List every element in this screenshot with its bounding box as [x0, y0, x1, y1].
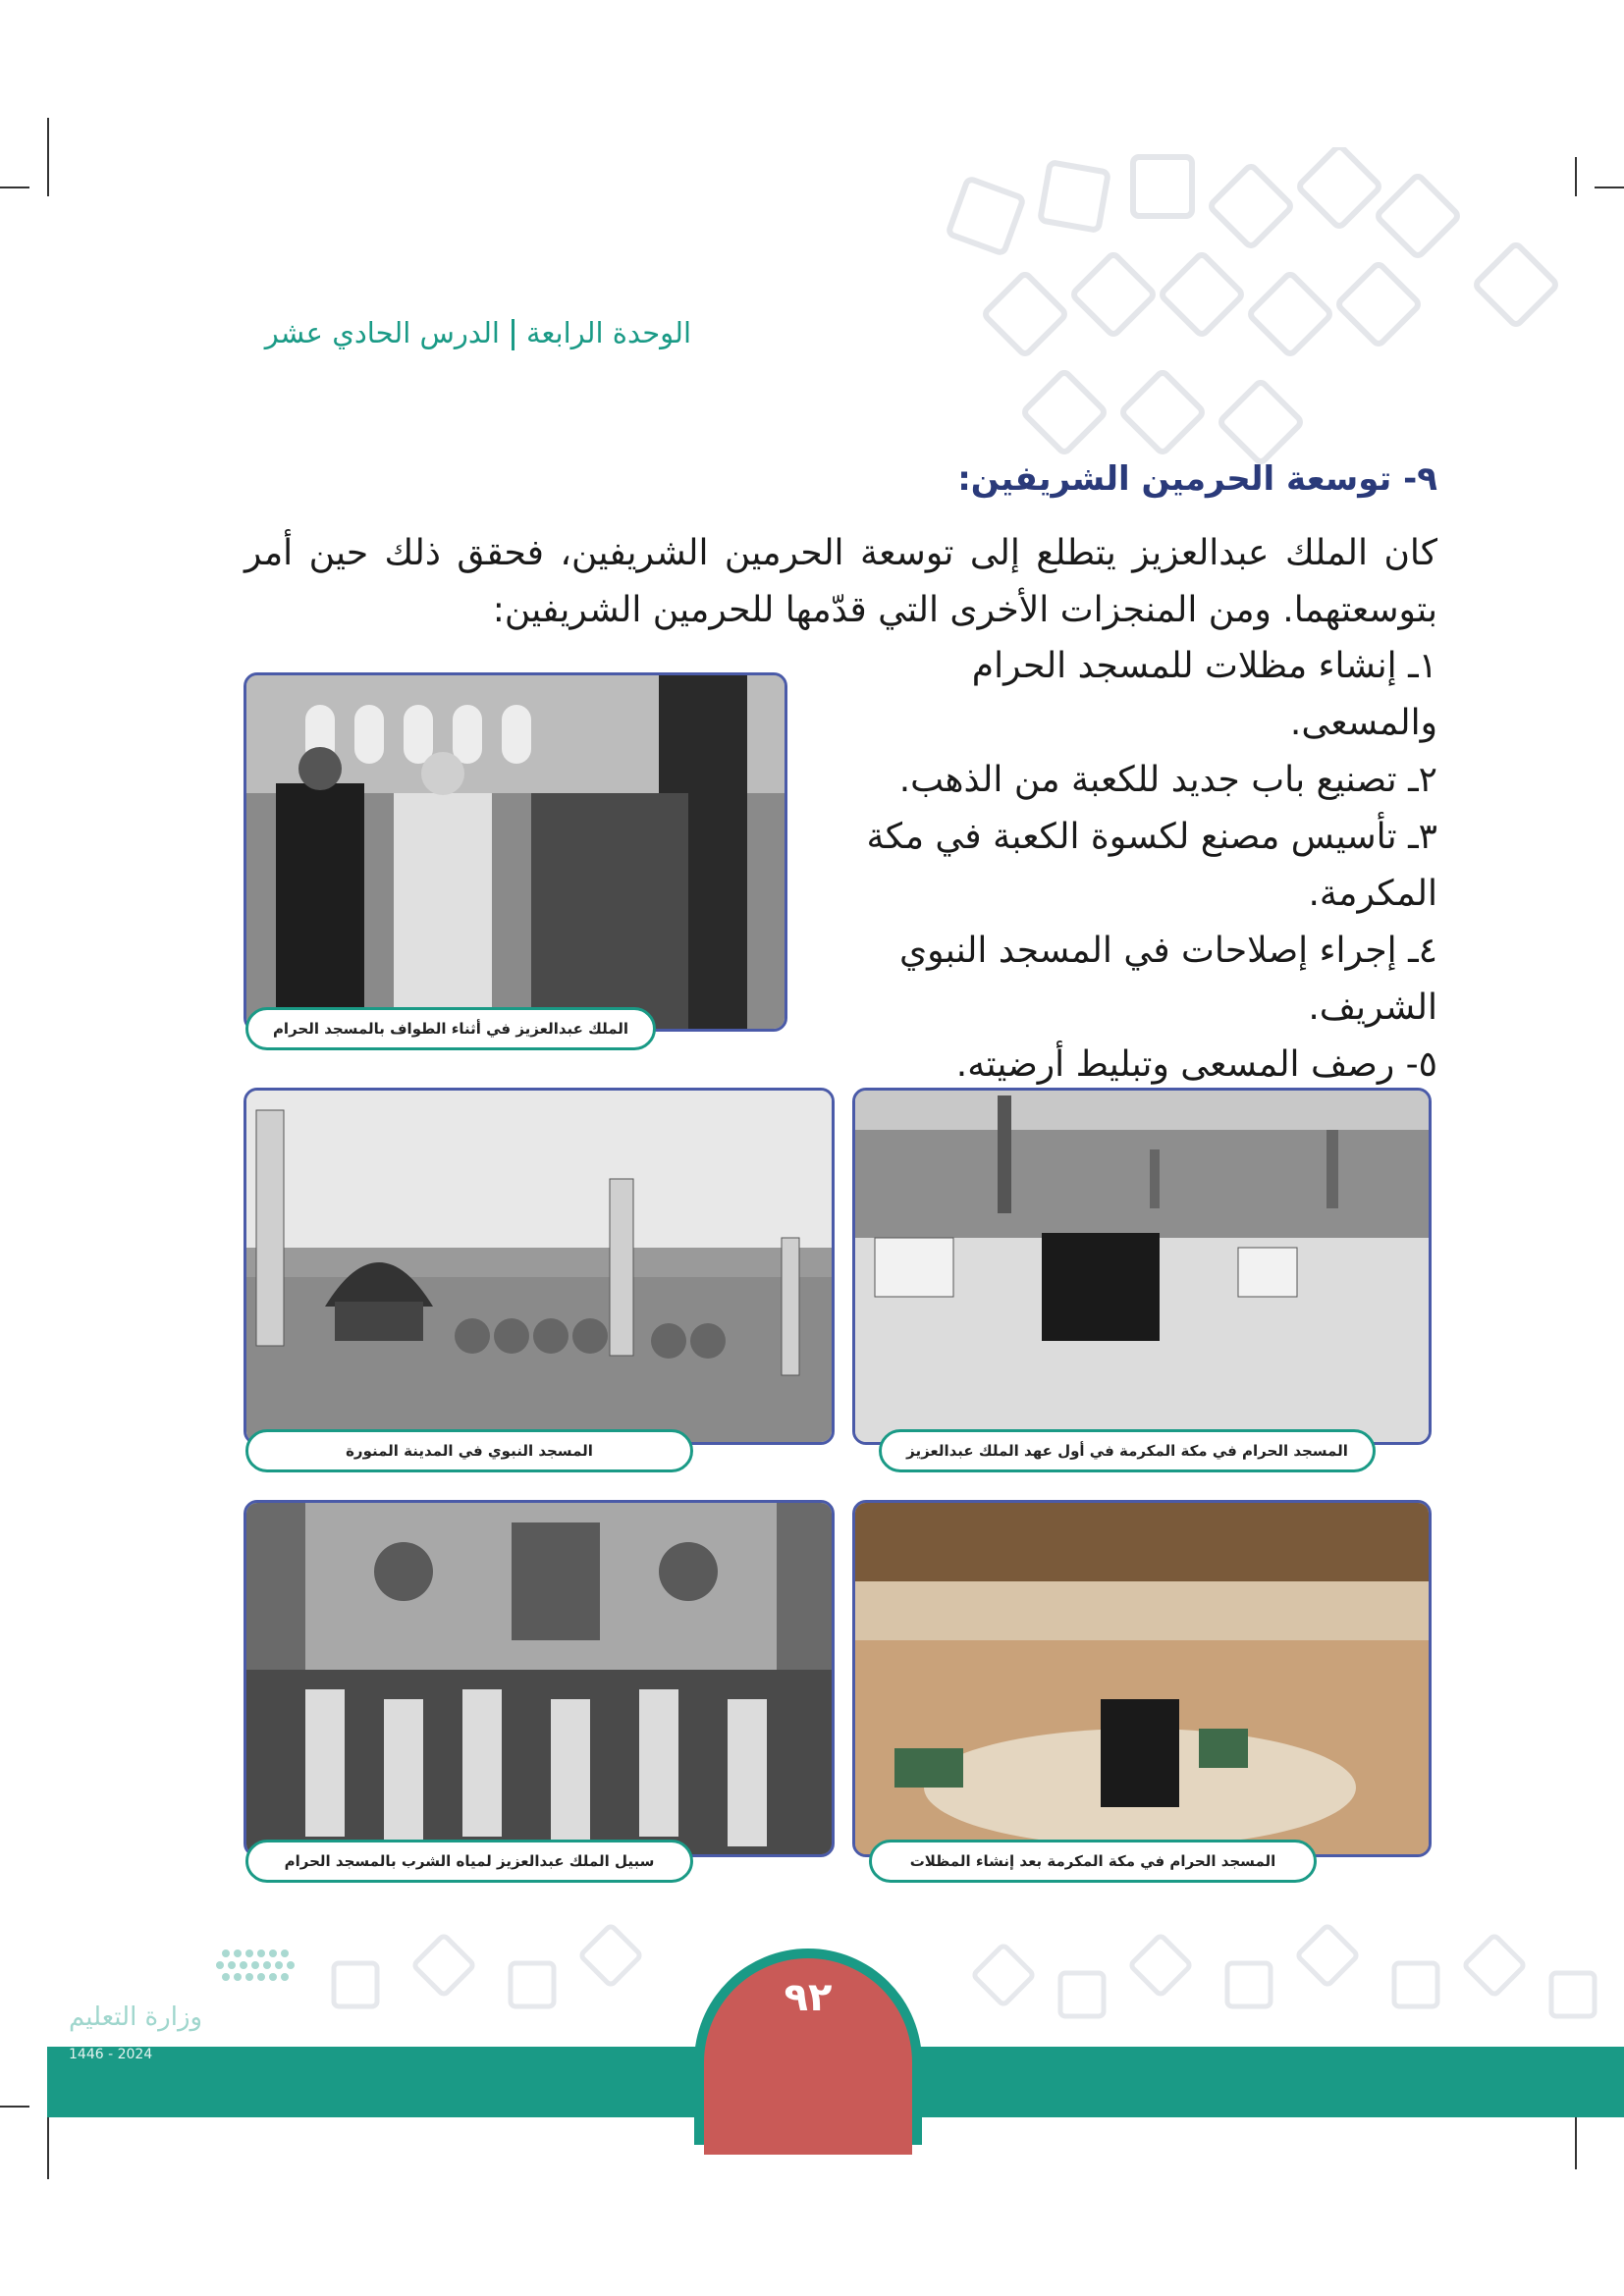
achievements-list: [819, 638, 1437, 1094]
section-title: ٩- توسعة الحرمين الشريفين:: [957, 459, 1437, 499]
photo-sabil: [244, 1500, 835, 1857]
lesson-label: الدرس الحادي عشر: [264, 316, 500, 349]
ministry-logo-icon: [69, 1944, 304, 2052]
photo-haram-shades: [852, 1500, 1432, 1857]
list-item: ١ـ إنشاء مظلات للمسجد الحرام والمسعى.: [971, 646, 1437, 743]
unit-label: الوحدة الرابعة: [526, 316, 691, 349]
caption-haram-early: المسجد الحرام في مكة المكرمة في أول عهد الملك عبدالعزيز: [879, 1429, 1376, 1472]
ministry-year: 2024 - 1446: [69, 2047, 153, 2062]
photo-haram-early: [852, 1088, 1432, 1445]
running-header: [265, 316, 691, 350]
list-item: ٥- رصف المسعى وتبليط أرضيته.: [955, 1044, 1437, 1085]
ministry-name: وزارة التعليم: [69, 2002, 203, 2032]
crop-mark: [0, 2106, 29, 2108]
caption-nabawi: المسجد النبوي في المدينة المنورة: [245, 1429, 693, 1472]
caption-haram-shades: المسجد الحرام في مكة المكرمة بعد إنشاء المظلات: [869, 1840, 1317, 1883]
crop-mark: [0, 187, 29, 188]
header-divider: [512, 319, 514, 350]
list-item: ٤ـ إجراء إصلاحات في المسجد النبوي الشريف.: [898, 931, 1437, 1028]
photo-nabawi: [244, 1088, 835, 1445]
crop-mark: [47, 118, 49, 196]
page-number: ٩٢: [784, 1975, 833, 2020]
list-item: ٣ـ تأسيس مصنع لكسوة الكعبة في مكة المكرمة.: [866, 817, 1437, 914]
caption-king-tawaf: الملك عبدالعزيز في أثناء الطواف بالمسجد الحرام: [245, 1007, 656, 1050]
list-item: ٢ـ تصنيع باب جديد للكعبة من الذهب.: [898, 760, 1437, 800]
photo-king-tawaf: [244, 672, 787, 1032]
caption-sabil: سبيل الملك عبدالعزيز لمياه الشرب بالمسجد الحرام: [245, 1840, 693, 1883]
intro-paragraph: كان الملك عبدالعزيز يتطلع إلى توسعة الحرمين الشريفين، فحقق ذلك حين أمر بتوسعتهما. ومن المنجزات الأخرى التي قدّمها للحرمين الشريفين:: [244, 533, 1437, 630]
